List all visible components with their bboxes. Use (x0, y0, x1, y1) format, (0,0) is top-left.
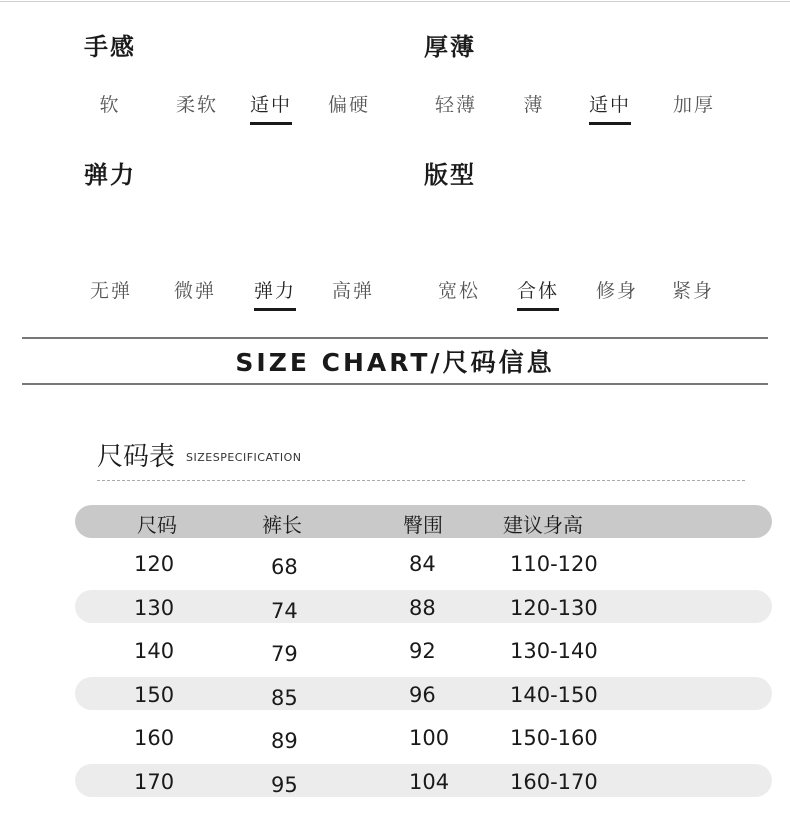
dashed-divider (97, 480, 745, 481)
table-cell: 74 (271, 598, 298, 623)
table-cell: 85 (271, 685, 298, 710)
table-cell: 96 (409, 682, 436, 707)
attribute-option-selected: 合体 (503, 276, 573, 303)
size-table-subtitle: SIZESPECIFICATION (186, 451, 302, 464)
table-cell: 120-130 (510, 595, 598, 620)
table-cell: 84 (409, 552, 436, 576)
table-cell: 88 (409, 595, 436, 620)
header-size: 尺码 (137, 513, 177, 537)
table-cell: 104 (409, 770, 450, 794)
attribute-group-title: 弹力 (84, 161, 136, 189)
attribute-group-title: 厚薄 (424, 33, 476, 61)
attribute-option: 偏硬 (327, 94, 370, 116)
attribute-option-selected: 适中 (236, 90, 306, 117)
table-cell: 120 (134, 552, 175, 576)
attribute-option-selected: 适中 (575, 90, 645, 117)
top-divider (0, 1, 790, 2)
header-length: 裤长 (262, 513, 302, 537)
banner-top-line (22, 337, 768, 339)
attribute-option: 高弹 (331, 280, 374, 302)
attribute-option-selected: 弹力 (240, 276, 310, 303)
attribute-option: 无弹 (89, 280, 132, 302)
table-cell: 68 (271, 555, 298, 579)
banner-bottom-line (22, 383, 768, 385)
attribute-option: 柔软 (175, 94, 218, 116)
table-cell: 89 (271, 729, 298, 754)
table-cell: 110-120 (510, 552, 598, 576)
table-cell: 95 (271, 773, 298, 797)
size-chart-banner: SIZE CHART/尺码信息 (235, 348, 555, 377)
size-table-title: 尺码表 (97, 442, 176, 472)
attribute-option: 薄 (523, 94, 545, 116)
table-cell: 140 (134, 639, 175, 664)
attribute-option: 宽松 (437, 280, 480, 302)
attribute-group-title: 版型 (424, 161, 476, 189)
attribute-option: 微弹 (173, 280, 216, 302)
attribute-option: 轻薄 (434, 94, 477, 116)
table-cell: 150 (134, 682, 175, 707)
attribute-option: 加厚 (672, 94, 715, 116)
attribute-group-title: 手感 (84, 33, 136, 61)
attribute-option: 修身 (595, 280, 638, 302)
table-cell: 160 (134, 726, 175, 751)
table-cell: 140-150 (510, 682, 598, 707)
attribute-option: 紧身 (671, 280, 714, 302)
table-cell: 160-170 (510, 770, 598, 794)
header-hip: 臀围 (403, 513, 443, 537)
attribute-option: 软 (99, 94, 121, 116)
table-cell: 130-140 (510, 639, 598, 664)
table-cell: 170 (134, 770, 175, 794)
table-cell: 150-160 (510, 726, 598, 751)
table-cell: 92 (409, 639, 436, 664)
table-cell: 79 (271, 642, 298, 667)
header-height: 建议身高 (503, 513, 583, 537)
table-cell: 100 (409, 726, 450, 751)
table-cell: 130 (134, 595, 175, 620)
